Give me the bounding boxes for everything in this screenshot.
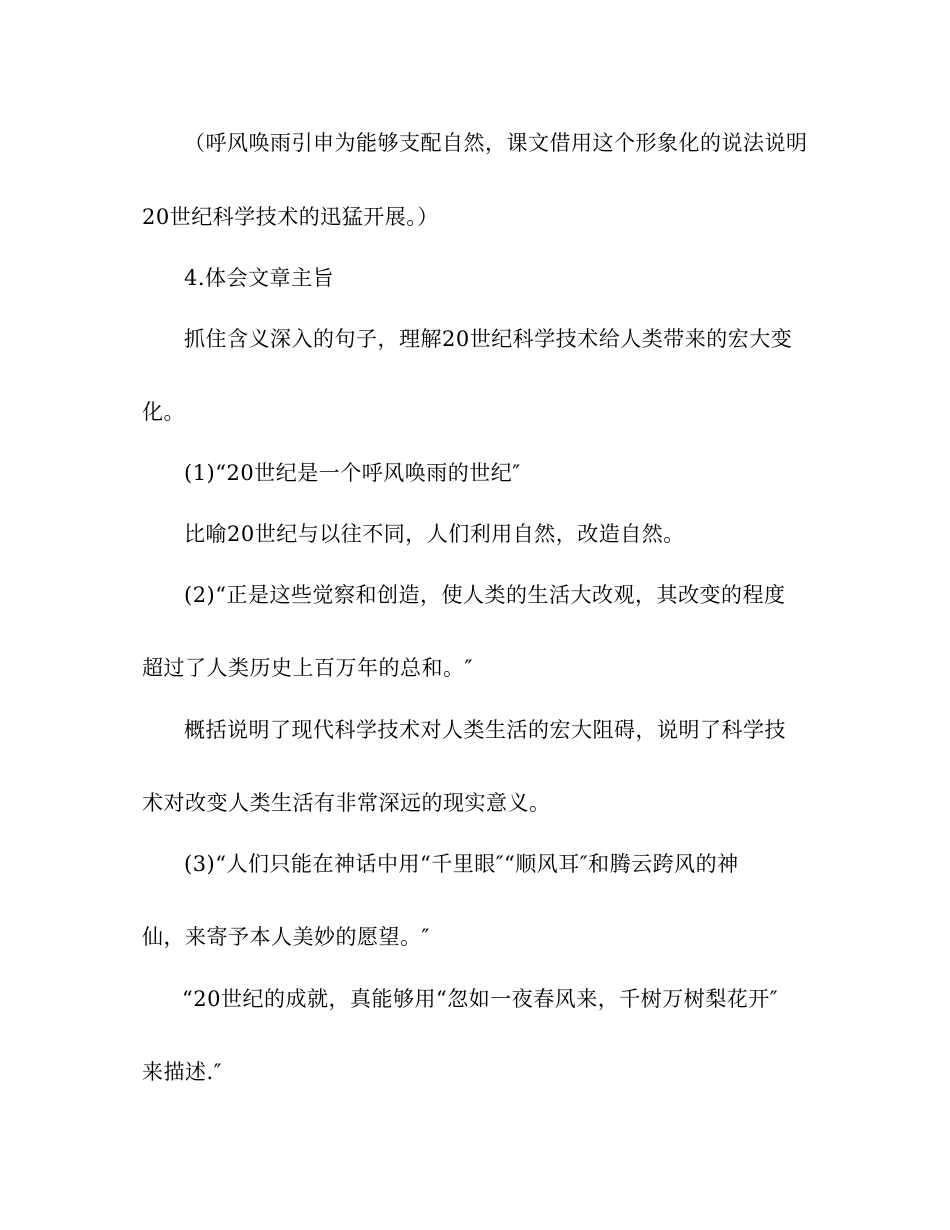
quote-line-4: (3)“人们只能在神话中用“千里眼″“顺风耳″和腾云跨风的神 — [184, 852, 739, 876]
quote-line-6: “20世纪的成就，真能够用“忽如一夜春风来，千树万树梨花开″ — [182, 987, 779, 1011]
quote-line-1: (1)“20世纪是一个呼风唤雨的世纪″ — [184, 461, 521, 485]
quote-line-2: (2)“正是这些觉察和创造，使人类的生活大改观，其改变的程度 — [184, 583, 786, 607]
paragraph-line-6: 概括说明了现代科学技术对人类生活的宏大阻碍，说明了科学技 — [184, 718, 786, 742]
quote-line-5: 仙，来寄予本人美妙的愿望。″ — [142, 925, 430, 949]
quote-line-7: 来描述.″ — [142, 1060, 223, 1084]
section-heading: 4.体会文章主旨 — [184, 266, 335, 290]
paragraph-line-3: 抓住含义深入的句子，理解20世纪科学技术给人类带来的宏大变 — [184, 327, 793, 351]
paragraph-line-2: 20世纪科学技术的迅猛开展。） — [142, 205, 439, 229]
paragraph-line-7: 术对改变人类生活有非常深远的现实意义。 — [142, 791, 551, 815]
paragraph-line-4: 化。 — [142, 400, 185, 424]
paragraph-line-5: 比喻20世纪与以往不同，人们利用自然，改造自然。 — [184, 522, 685, 546]
quote-line-3: 超过了人类历史上百万年的总和。″ — [142, 656, 473, 680]
paragraph-line-1: （呼风唤雨引申为能够支配自然，课文借用这个形象化的说法说明 — [184, 131, 808, 155]
